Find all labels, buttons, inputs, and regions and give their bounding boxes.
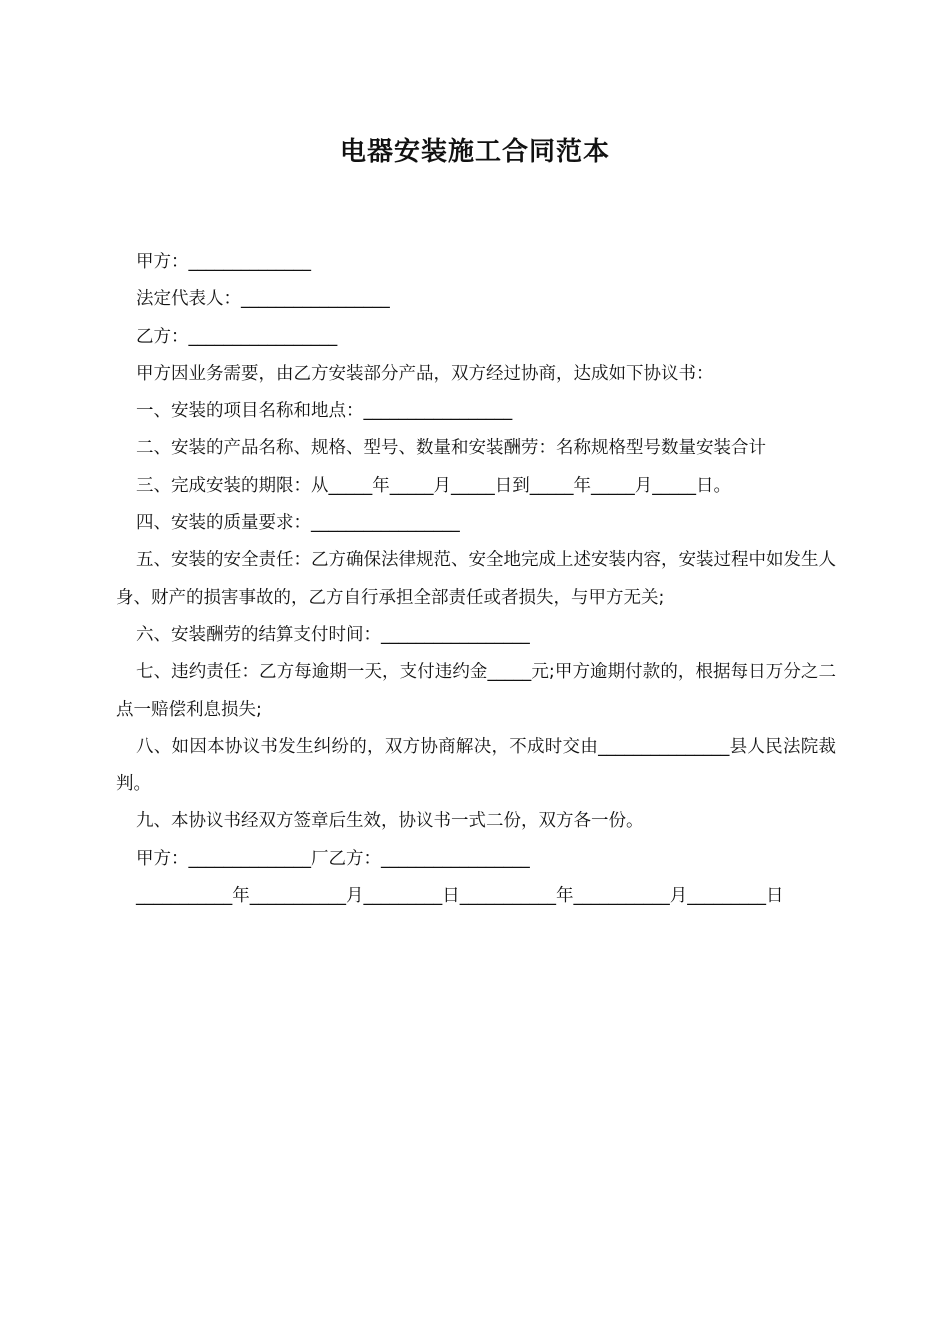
clause-9: 九、本协议书经双方签章后生效，协议书一式二份，双方各一份。: [136, 811, 644, 832]
clause-5: 五、安装的安全责任：乙方确保法律规范、安全地完成上述安装内容，安装过程中如发生人身、财产的损害事故的，乙方自行承担全部责任或者损失，与甲方无关;: [116, 550, 836, 608]
party-a-line: 甲方：______________: [136, 252, 311, 272]
clause-4: 四、安装的质量要求：_________________: [136, 513, 460, 534]
document-title: 电器安装施工合同范本: [339, 137, 610, 167]
preamble-paragraph: 甲方因业务需要，由乙方安装部分产品，双方经过协商，达成如下协议书：: [136, 363, 714, 384]
clause-3: 三、完成安装的期限：从_____年_____月_____日到_____年_____月_____日。: [136, 475, 731, 496]
party-b-line: 乙方：_________________: [136, 326, 338, 347]
date-line: ___________年___________月_________日___________年___________月_________日: [136, 886, 784, 907]
clause-8: 八、如因本协议书发生纠纷的，双方协商解决，不成时交由_______________县人民法院裁判。: [116, 736, 836, 795]
clause-6: 六、安装酬劳的结算支付时间：_________________: [136, 624, 530, 645]
document-body: [116, 244, 836, 915]
clause-1: 一、安装的项目名称和地点：_________________: [136, 401, 513, 422]
clause-2: 二、安装的产品名称、规格、型号、数量和安装酬劳：名称规格型号数量安装合计: [136, 438, 766, 459]
legal-representative-line: 法定代表人：_________________: [136, 289, 390, 310]
signature-line: 甲方：______________厂乙方：_________________: [136, 848, 530, 869]
clause-7: 七、违约责任：乙方每逾期一天，支付违约金_____元;甲方逾期付款的，根据每日万分之二点一赔偿利息损失;: [116, 662, 836, 720]
